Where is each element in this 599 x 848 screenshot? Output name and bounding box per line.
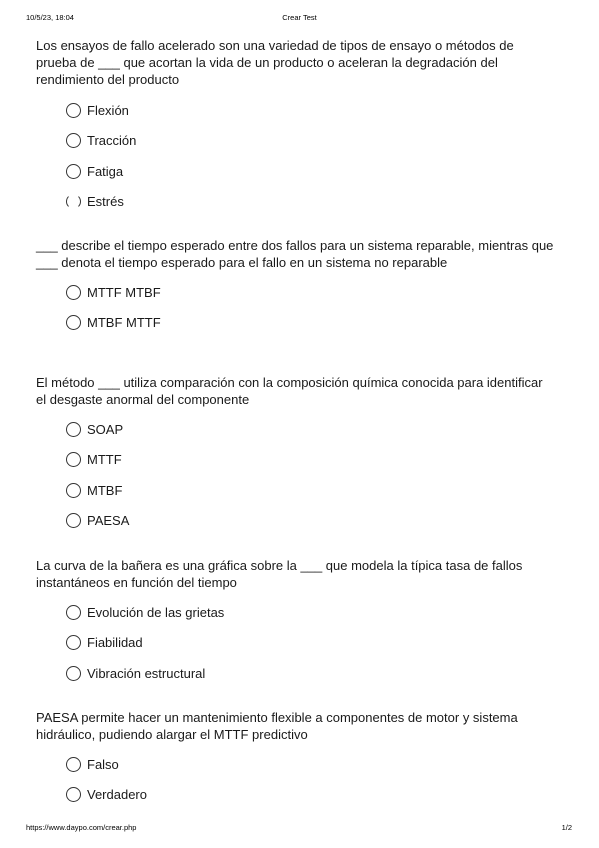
option-label: MTTF — [87, 452, 122, 468]
option[interactable] — [66, 597, 556, 628]
question-text: ___ describe el tiempo esperado entre dos fallos para un sistema reparable, mientras que ___ denota el tiempo esperado para el fallo en un sistema no reparable — [36, 238, 554, 270]
question-5 — [36, 709, 556, 810]
option[interactable] — [66, 506, 556, 537]
radio-icon[interactable] — [66, 422, 81, 437]
option-label: Verdadero — [87, 787, 147, 803]
radio-icon[interactable] — [66, 194, 81, 209]
question-text: El método ___ utiliza comparación con la composición química conocida para identificar el desgaste anormal del componente — [36, 375, 543, 407]
radio-icon[interactable] — [66, 103, 81, 118]
print-footer — [0, 823, 599, 835]
question-1 — [36, 37, 556, 217]
option-label: SOAP — [87, 421, 124, 437]
radio-icon[interactable] — [66, 513, 81, 528]
option[interactable] — [66, 95, 556, 126]
option[interactable] — [66, 628, 556, 659]
option[interactable] — [66, 277, 556, 308]
radio-icon[interactable] — [66, 757, 81, 772]
option[interactable] — [66, 126, 556, 157]
option-label: PAESA — [87, 513, 130, 529]
option[interactable] — [66, 414, 556, 445]
question-2 — [36, 237, 556, 338]
option-label: MTBF — [87, 482, 123, 498]
option[interactable] — [66, 658, 556, 689]
page-title: Crear Test — [282, 13, 317, 22]
radio-icon[interactable] — [66, 666, 81, 681]
options-list — [36, 597, 556, 689]
options-list — [36, 277, 556, 338]
radio-icon[interactable] — [66, 483, 81, 498]
question-text: PAESA permite hacer un mantenimiento flexible a componentes de motor y sistema hidráulico, pudiendo alargar el MTTF predictivo — [36, 710, 518, 742]
option[interactable] — [66, 749, 556, 780]
options-list — [36, 749, 556, 810]
option-label: Falso — [87, 756, 119, 772]
option[interactable] — [66, 780, 556, 811]
radio-icon[interactable] — [66, 164, 81, 179]
question-text: Los ensayos de fallo acelerado son una variedad de tipos de ensayo o métodos de prueba de ___ que acortan la vida de un producto o aceleran la degradación del rendimiento del producto — [36, 38, 514, 87]
option-label: MTTF MTBF — [87, 284, 161, 300]
radio-icon[interactable] — [66, 133, 81, 148]
option[interactable] — [66, 308, 556, 339]
option[interactable] — [66, 475, 556, 506]
print-header — [0, 13, 599, 25]
options-list — [36, 95, 556, 217]
question-3 — [36, 374, 556, 536]
option-label: Fiabilidad — [87, 635, 143, 651]
option-label: Evolución de las grietas — [87, 604, 225, 620]
option-label: Tracción — [87, 133, 137, 149]
option-label: Estrés — [87, 194, 124, 210]
page-url: https://www.daypo.com/crear.php — [26, 823, 137, 832]
options-list — [36, 414, 556, 536]
question-text: La curva de la bañera es una gráfica sobre la ___ que modela la típica tasa de fallos instantáneos en función del tiempo — [36, 558, 523, 590]
option-label: Flexión — [87, 102, 129, 118]
radio-icon[interactable] — [66, 635, 81, 650]
option[interactable] — [66, 187, 556, 218]
option-label: Fatiga — [87, 163, 124, 179]
radio-icon[interactable] — [66, 452, 81, 467]
option-label: MTBF MTTF — [87, 315, 161, 331]
option-label: Vibración estructural — [87, 665, 206, 681]
radio-icon[interactable] — [66, 605, 81, 620]
radio-icon[interactable] — [66, 787, 81, 802]
option[interactable] — [66, 156, 556, 187]
page-number: 1/2 — [561, 823, 572, 832]
radio-icon[interactable] — [66, 285, 81, 300]
question-4 — [36, 557, 556, 689]
radio-icon[interactable] — [66, 315, 81, 330]
option[interactable] — [66, 445, 556, 476]
print-datetime: 10/5/23, 18:04 — [26, 13, 74, 22]
